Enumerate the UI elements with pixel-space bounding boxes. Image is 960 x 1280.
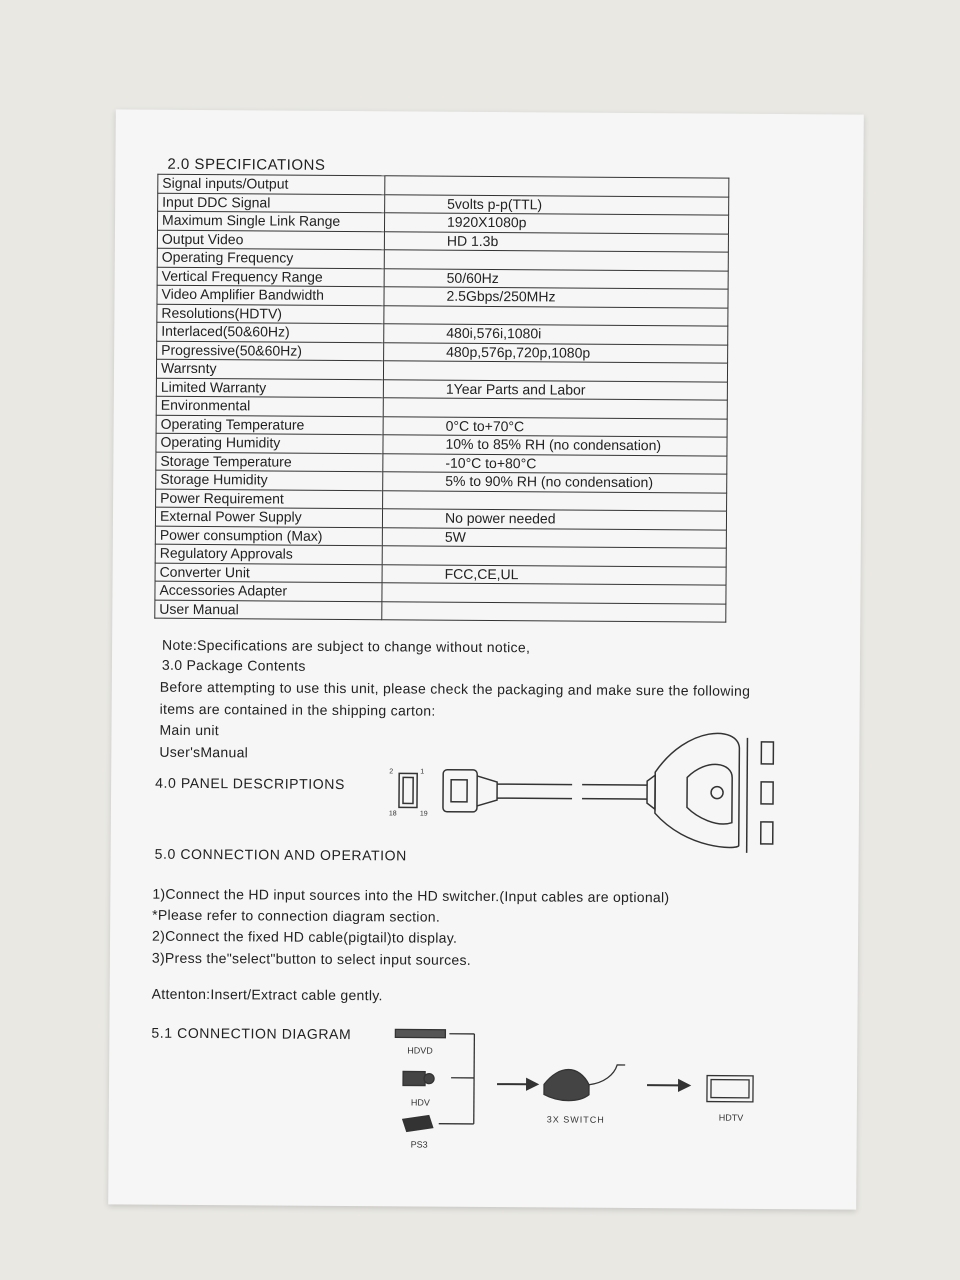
spec-value: 5W (382, 527, 726, 548)
spec-value: 480i,576i,1080i (384, 324, 728, 345)
switcher-body (655, 733, 740, 848)
spec-label: Signal inputs/Output (158, 174, 385, 194)
spec-row (155, 600, 726, 622)
spec-value (383, 361, 727, 382)
spec-note: Note:Specifications are subject to change without notice, (162, 636, 531, 656)
specifications-table (154, 174, 729, 623)
spec-label: Power consumption (Max) (155, 526, 382, 546)
pin-label-2: 2 (389, 768, 394, 776)
step-1-note: *Please refer to connection diagram section. (152, 906, 441, 925)
step-3: 3)Press the"select"button to select input sources. (151, 949, 472, 968)
package-item-main-unit: Main unit (159, 721, 220, 739)
label-hdvd: HDVD (407, 1045, 433, 1056)
package-line-1: Before attempting to use this unit, please check the packaging and make sure the following (159, 678, 751, 699)
spec-value: 0°C to+70°C (383, 416, 727, 437)
spec-label: Progressive(50&60Hz) (157, 341, 384, 361)
package-item-users-manual: User'sManual (159, 743, 249, 761)
spec-value (384, 305, 728, 326)
hdvd-player-icon (395, 1029, 445, 1037)
label-hdtv: HDTV (718, 1112, 744, 1123)
spec-value (385, 176, 729, 197)
label-3x-switch: 3X SWITCH (546, 1114, 605, 1125)
connection-diagram (389, 1023, 810, 1156)
spec-value (382, 601, 726, 622)
label-hdv: HDV (410, 1097, 430, 1108)
connector-end-view (399, 773, 417, 807)
connection-operation-title: 5.0 CONNECTION AND OPERATION (154, 845, 407, 864)
spec-label: Warrsnty (156, 359, 383, 379)
spec-value: 5volts p-p(TTL) (385, 194, 729, 215)
spec-label: Vertical Frequency Range (157, 267, 384, 287)
connection-diagram-title: 5.1 CONNECTION DIAGRAM (151, 1024, 352, 1043)
attention-note: Attenton:Insert/Extract cable gently. (151, 985, 383, 1004)
spec-label: Output Video (157, 230, 384, 250)
spec-label: Accessories Adapter (155, 581, 382, 601)
spec-value: 480p,576p,720p,1080p (384, 342, 728, 363)
plug-body (443, 770, 477, 812)
spec-label: Power Requirement (156, 489, 383, 509)
specifications-title: 2.0 SPECIFICATIONS (167, 155, 326, 174)
spec-label: External Power Supply (155, 507, 382, 527)
spec-value: No power needed (382, 509, 726, 530)
spec-label: Interlaced(50&60Hz) (157, 322, 384, 342)
pin-label-1: 1 (420, 768, 425, 776)
spec-label: Input DDC Signal (158, 193, 385, 213)
spec-label: User Manual (155, 600, 382, 620)
spec-label: Operating Frequency (157, 248, 384, 268)
spec-label: Operating Humidity (156, 433, 383, 453)
spec-value: 1920X1080p (384, 213, 728, 234)
spec-label: Converter Unit (155, 563, 382, 583)
package-line-2: items are contained in the shipping carton: (159, 700, 436, 719)
spec-value (383, 490, 727, 511)
spec-value: 5% to 90% RH (no condensation) (383, 472, 727, 493)
label-ps3: PS3 (410, 1139, 428, 1150)
panel-drawing (387, 715, 788, 868)
panel-descriptions-title: 4.0 PANEL DESCRIPTIONS (155, 774, 345, 793)
package-contents-title: 3.0 Package Contents (161, 656, 306, 674)
spec-label: Storage Temperature (156, 452, 383, 472)
spec-label: Maximum Single Link Range (157, 211, 384, 231)
spec-value (382, 583, 726, 604)
spec-value: -10°C to+80°C (383, 453, 727, 474)
spec-label: Limited Warranty (156, 378, 383, 398)
spec-value (383, 398, 727, 419)
spec-label: Video Amplifier Bandwidth (157, 285, 384, 305)
spec-label: Operating Temperature (156, 415, 383, 435)
spec-label: Resolutions(HDTV) (157, 304, 384, 324)
spec-label: Environmental (156, 396, 383, 416)
camcorder-icon (403, 1071, 425, 1085)
step-2: 2)Connect the fixed HD cable(pigtail)to display. (152, 927, 458, 946)
manual-sheet (108, 109, 864, 1209)
step-1: 1)Connect the HD input sources into the HD switcher.(Input cables are optional) (152, 885, 670, 906)
pin-label-18: 18 (388, 810, 397, 818)
spec-value: 1Year Parts and Labor (383, 379, 727, 400)
spec-value (384, 250, 728, 271)
spec-value: 10% to 85% RH (no condensation) (383, 435, 727, 456)
spec-value: 2.5Gbps/250MHz (384, 287, 728, 308)
switch-icon (544, 1069, 589, 1100)
spec-label: Regulatory Approvals (155, 544, 382, 564)
spec-value: FCC,CE,UL (382, 564, 726, 585)
spec-label: Storage Humidity (156, 470, 383, 490)
ps3-console-icon (403, 1115, 433, 1131)
select-button (711, 787, 723, 799)
spec-value: 50/60Hz (384, 268, 728, 289)
spec-value: HD 1.3b (384, 231, 728, 252)
pin-label-19: 19 (419, 810, 428, 818)
spec-value (382, 546, 726, 567)
